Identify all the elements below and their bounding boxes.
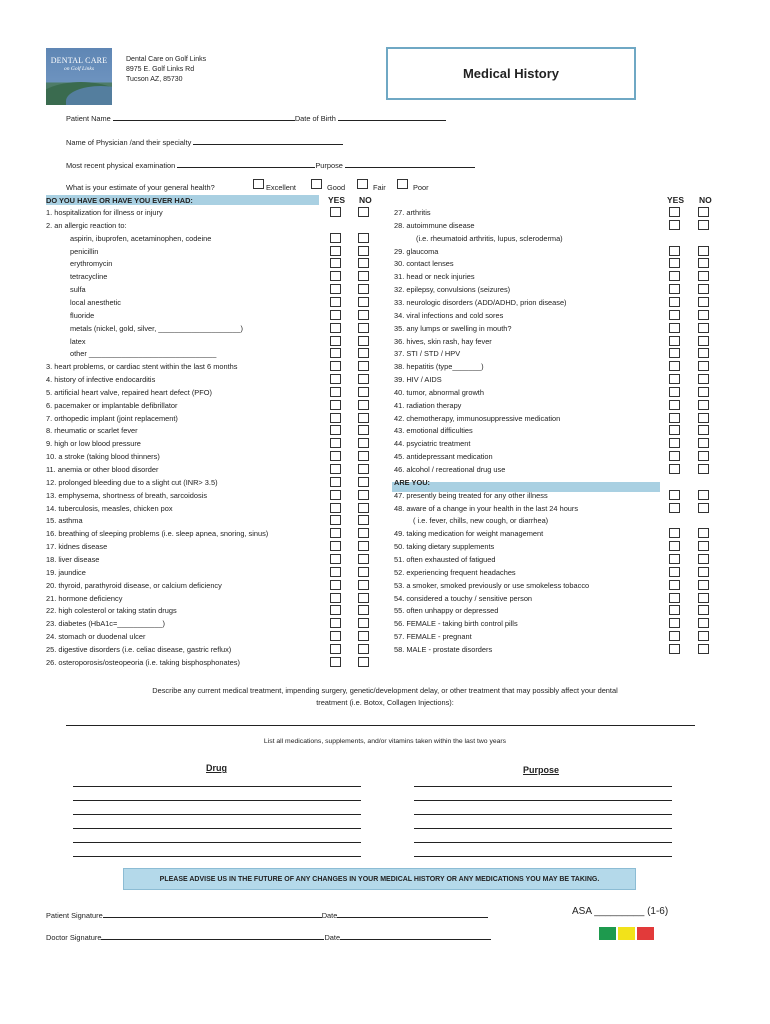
left-question-28: 19. jaundice: [46, 567, 86, 577]
left-question-3: penicillin: [70, 246, 99, 256]
left-question-31: 22. high colesterol or taking statin drugs: [46, 606, 177, 616]
doctor-date-label: Date: [324, 933, 341, 942]
left-no-checkbox-11[interactable]: [358, 348, 369, 358]
left-yes-checkbox-22[interactable]: [330, 490, 341, 500]
left-question-20: 11. anemia or other blood disorder: [46, 465, 159, 474]
right-question-9: 35. any lumps or swelling in mouth?: [394, 323, 512, 333]
left-yes-checkbox-23[interactable]: [330, 503, 341, 513]
left-question-29: 20. thyroid, parathyroid disease, or calcium deficiency: [46, 580, 222, 590]
right-question-33: 57. FEMALE - pregnant: [394, 632, 472, 642]
fair-checkbox[interactable]: [357, 179, 368, 189]
drug-entry-line-6[interactable]: [73, 856, 361, 857]
left-question-35: 26. osteroporosis/osteopeoria (i.e. taking bisphosphonates): [46, 657, 240, 667]
left-yes-checkbox-28[interactable]: [330, 567, 341, 577]
left-yes-checkbox-9[interactable]: [330, 323, 341, 333]
left-question-14: 5. artificial heart valve, repaired heart defect (PFO): [46, 387, 212, 397]
left-yes-checkbox-2[interactable]: [330, 233, 341, 243]
left-question-18: 9. high or low blood pressure: [46, 439, 141, 449]
right-yes-checkbox-22[interactable]: [669, 490, 680, 500]
right-no-checkbox-32[interactable]: [698, 618, 709, 628]
patient-date-field[interactable]: [337, 910, 488, 918]
left-yes-checkbox-30[interactable]: [330, 593, 341, 603]
left-yes-checkbox-27[interactable]: [330, 554, 341, 564]
right-question-11: 37. STI / STD / HPV: [394, 349, 461, 359]
left-no-checkbox-25[interactable]: [358, 528, 369, 538]
right-yes-checkbox-32[interactable]: [669, 618, 680, 628]
right-yes-checkbox-23[interactable]: [669, 503, 680, 513]
right-question-34: 58. MALE - prostate disorders: [394, 644, 493, 654]
right-no-checkbox-33[interactable]: [698, 631, 709, 641]
right-question-27: 51. often exhausted of fatigued: [394, 554, 496, 564]
right-no-checkbox-29[interactable]: [698, 580, 709, 590]
right-yes-checkbox-14[interactable]: [669, 387, 680, 397]
left-question-16: 7. orthopedic implant (joint replacement): [46, 413, 178, 423]
left-question-32: 23. diabetes (HbA1c=___________): [46, 619, 165, 629]
right-yes-checkbox-8[interactable]: [669, 310, 680, 320]
no-header-left: NO: [359, 195, 372, 205]
purpose-label: Purpose: [315, 161, 343, 170]
right-yes-checkbox-3[interactable]: [669, 246, 680, 256]
logo-text-line1: DENTAL CARE: [50, 56, 108, 65]
left-yes-checkbox-16[interactable]: [330, 413, 341, 423]
left-no-checkbox-31[interactable]: [358, 605, 369, 615]
right-no-checkbox-7[interactable]: [698, 297, 709, 307]
left-question-11: other _______________________________: [70, 349, 217, 359]
left-no-checkbox-23[interactable]: [358, 503, 369, 513]
dob-label: Date of Birth: [294, 114, 336, 123]
left-no-checkbox-35[interactable]: [358, 657, 369, 667]
right-no-checkbox-8[interactable]: [698, 310, 709, 320]
drug-entry-line-5[interactable]: [73, 842, 361, 843]
right-question-13: 39. HIV / AIDS: [394, 375, 442, 385]
right-no-checkbox-3[interactable]: [698, 246, 709, 256]
poor-checkbox[interactable]: [397, 179, 408, 189]
right-yes-checkbox-34[interactable]: [669, 644, 680, 654]
purpose-entry-line-6[interactable]: [414, 856, 672, 857]
left-yes-checkbox-8[interactable]: [330, 310, 341, 320]
right-question-25: 49. taking medication for weight management: [394, 529, 544, 539]
left-no-checkbox-18[interactable]: [358, 438, 369, 448]
right-no-checkbox-25[interactable]: [698, 528, 709, 538]
asa-field[interactable]: ASA _________ (1-6): [572, 906, 669, 917]
right-no-checkbox-18[interactable]: [698, 438, 709, 448]
asa-yellow-swatch: [618, 927, 635, 940]
health-question: What is your estimate of your general health?: [66, 183, 215, 192]
right-no-checkbox-17[interactable]: [698, 425, 709, 435]
right-yes-checkbox-26[interactable]: [669, 541, 680, 551]
right-yes-checkbox-18[interactable]: [669, 438, 680, 448]
right-question-5: 31. head or neck injuries: [394, 272, 475, 282]
left-no-checkbox-15[interactable]: [358, 400, 369, 410]
right-yes-checkbox-7[interactable]: [669, 297, 680, 307]
left-no-checkbox-8[interactable]: [358, 310, 369, 320]
patient-signature-row: [46, 910, 488, 920]
patient-name-label: Patient Name: [66, 114, 111, 123]
right-yes-checkbox-19[interactable]: [669, 451, 680, 461]
right-question-22: 47. presently being treated for any other illness: [394, 490, 548, 500]
right-no-checkbox-9[interactable]: [698, 323, 709, 333]
advisory-banner: PLEASE ADVISE US IN THE FUTURE OF ANY CHANGES IN YOUR MEDICAL HISTORY OR ANY MEDICATIONS YOU MAY BE TAKING.: [123, 868, 636, 890]
right-no-checkbox-26[interactable]: [698, 541, 709, 551]
right-no-checkbox-19[interactable]: [698, 451, 709, 461]
left-question-2: aspirin, ibuprofen, acetaminophen, codeine: [70, 233, 212, 243]
left-no-checkbox-13[interactable]: [358, 374, 369, 384]
left-yes-checkbox-19[interactable]: [330, 451, 341, 461]
left-yes-checkbox-7[interactable]: [330, 297, 341, 307]
right-no-checkbox-14[interactable]: [698, 387, 709, 397]
right-question-32: 56. FEMALE - taking birth control pills: [394, 619, 518, 629]
right-yes-checkbox-5[interactable]: [669, 271, 680, 281]
left-yes-checkbox-21[interactable]: [330, 477, 341, 487]
excellent-checkbox[interactable]: [253, 179, 264, 189]
left-question-25: 16. breathing of sleeping problems (i.e. sleep apnea, snoring, sinus): [46, 529, 269, 539]
right-question-8: 34. viral infections and cold sores: [394, 310, 504, 320]
left-yes-checkbox-12[interactable]: [330, 361, 341, 371]
right-yes-checkbox-29[interactable]: [669, 580, 680, 590]
right-question-1: 28. autoimmune disease: [394, 220, 475, 230]
right-question-23: 48. aware of a change in your health in the last 24 hours: [394, 503, 579, 513]
right-question-20: 46. alcohol / recreational drug use: [394, 465, 506, 474]
drug-entry-line-3[interactable]: [73, 814, 361, 815]
excellent-label: Excellent: [266, 183, 296, 192]
left-no-checkbox-30[interactable]: [358, 593, 369, 603]
left-yes-checkbox-26[interactable]: [330, 541, 341, 551]
clinic-logo: [46, 48, 112, 105]
left-question-10: latex: [70, 336, 86, 346]
clinic-name: Dental Care on Golf Links: [126, 56, 207, 63]
right-no-checkbox-15[interactable]: [698, 400, 709, 410]
left-question-1: 2. an allergic reaction to:: [46, 220, 127, 230]
right-no-checkbox-22[interactable]: [698, 490, 709, 500]
left-question-22: 13. emphysema, shortness of breath, sarcoidosis: [46, 490, 208, 500]
exam-label: Most recent physical examination: [66, 161, 176, 170]
left-question-27: 18. liver disease: [46, 554, 100, 564]
left-no-checkbox-24[interactable]: [358, 515, 369, 525]
left-question-4: erythromycin: [70, 259, 113, 269]
poor-label: Poor: [413, 183, 429, 192]
left-yes-checkbox-17[interactable]: [330, 425, 341, 435]
right-question-18: 44. psyciatric treatment: [394, 439, 471, 449]
left-yes-checkbox-20[interactable]: [330, 464, 341, 474]
left-yes-checkbox-14[interactable]: [330, 387, 341, 397]
left-no-checkbox-29[interactable]: [358, 580, 369, 590]
right-question-17: 43. emotional difficulties: [394, 426, 473, 436]
right-yes-checkbox-25[interactable]: [669, 528, 680, 538]
left-yes-checkbox-25[interactable]: [330, 528, 341, 538]
right-yes-checkbox-31[interactable]: [669, 605, 680, 615]
right-question-12: 38. hepatitis (type_______): [394, 362, 484, 372]
page-title: Medical History: [386, 47, 636, 100]
left-no-checkbox-20[interactable]: [358, 464, 369, 474]
left-question-12: 3. heart problems, or cardiac stent within the last 6 months: [46, 362, 238, 372]
right-no-checkbox-23[interactable]: [698, 503, 709, 513]
right-question-14: 40. tumor, abnormal growth: [394, 387, 484, 397]
left-question-26: 17. kidnes disease: [46, 542, 108, 552]
left-no-checkbox-16[interactable]: [358, 413, 369, 423]
left-yes-checkbox-15[interactable]: [330, 400, 341, 410]
yes-header-left: YES: [328, 195, 346, 205]
clinic-address-line2: Tucson AZ, 85730: [126, 76, 183, 83]
right-question-0: 27. arthritis: [394, 208, 431, 217]
drug-header: Drug: [206, 763, 227, 773]
good-label: Good: [327, 183, 346, 192]
right-no-checkbox-20[interactable]: [698, 464, 709, 474]
left-question-6: sulfa: [70, 285, 86, 295]
right-question-24: ( i.e. fever, chills, new cough, or diarrhea): [413, 516, 549, 526]
left-no-checkbox-33[interactable]: [358, 631, 369, 641]
left-question-23: 14. tuberculosis, measles, chicken pox: [46, 503, 173, 513]
left-no-checkbox-12[interactable]: [358, 361, 369, 371]
left-no-checkbox-6[interactable]: [358, 284, 369, 294]
exam-field[interactable]: [177, 160, 315, 168]
yes-header-right: YES: [667, 195, 685, 205]
right-yes-checkbox-4[interactable]: [669, 258, 680, 268]
right-yes-checkbox-17[interactable]: [669, 425, 680, 435]
right-yes-checkbox-6[interactable]: [669, 284, 680, 294]
left-no-checkbox-27[interactable]: [358, 554, 369, 564]
left-no-checkbox-19[interactable]: [358, 451, 369, 461]
right-question-28: 52. experiencing frequent headaches: [394, 567, 516, 577]
physician-row: [66, 137, 343, 147]
right-yes-checkbox-12[interactable]: [669, 361, 680, 371]
left-yes-checkbox-18[interactable]: [330, 438, 341, 448]
left-no-checkbox-9[interactable]: [358, 323, 369, 333]
left-question-13: 4. history of infective endocarditis: [46, 375, 156, 385]
left-yes-checkbox-32[interactable]: [330, 618, 341, 628]
left-no-checkbox-4[interactable]: [358, 258, 369, 268]
left-no-checkbox-0[interactable]: [358, 207, 369, 217]
left-question-8: fluoride: [70, 310, 95, 320]
right-no-checkbox-27[interactable]: [698, 554, 709, 564]
left-no-checkbox-26[interactable]: [358, 541, 369, 551]
left-no-checkbox-10[interactable]: [358, 336, 369, 346]
left-yes-checkbox-31[interactable]: [330, 605, 341, 615]
right-no-checkbox-31[interactable]: [698, 605, 709, 615]
purpose-entry-line-3[interactable]: [414, 814, 672, 815]
right-no-checkbox-16[interactable]: [698, 413, 709, 423]
purpose-header: Purpose: [523, 765, 560, 775]
physician-label: Name of Physician /and their specialty: [66, 138, 192, 147]
right-question-31: 55. often unhappy or depressed: [394, 606, 499, 616]
right-no-checkbox-1[interactable]: [698, 220, 709, 230]
right-yes-checkbox-11[interactable]: [669, 348, 680, 358]
right-yes-checkbox-33[interactable]: [669, 631, 680, 641]
left-no-checkbox-14[interactable]: [358, 387, 369, 397]
left-question-9: metals (nickel, gold, silver, ____________________): [70, 323, 243, 333]
left-no-checkbox-3[interactable]: [358, 246, 369, 256]
left-question-15: 6. pacemaker or implantable defibrillator: [46, 400, 178, 410]
left-question-17: 8. rheumatic or scarlet fever: [46, 426, 138, 436]
describe-line1: Describe any current medical treatment, impending surgery, genetic/development delay, or other treatment that may possibly affect your dental: [152, 686, 618, 695]
drug-entry-line-4[interactable]: [73, 828, 361, 829]
describe-answer-line[interactable]: [66, 725, 695, 726]
patient-name-row: [66, 113, 446, 123]
right-question-19: 45. antidepressant medication: [394, 452, 493, 462]
left-no-checkbox-34[interactable]: [358, 644, 369, 654]
right-no-checkbox-12[interactable]: [698, 361, 709, 371]
logo-text-line2: on Golf Links: [64, 66, 94, 72]
right-question-10: 36. hives, skin rash, hay fever: [394, 336, 492, 346]
left-no-checkbox-32[interactable]: [358, 618, 369, 628]
left-yes-checkbox-33[interactable]: [330, 631, 341, 641]
physician-field[interactable]: [193, 137, 343, 145]
fair-label: Fair: [373, 183, 386, 192]
left-yes-checkbox-10[interactable]: [330, 336, 341, 346]
left-no-checkbox-17[interactable]: [358, 425, 369, 435]
right-yes-checkbox-27[interactable]: [669, 554, 680, 564]
left-header: DO YOU HAVE OR HAVE YOU EVER HAD:: [46, 196, 193, 205]
right-question-30: 54. considered a touchy / sensitive person: [394, 593, 533, 603]
describe-line2: treatment (i.e. Botox, Collagen Injections):: [316, 698, 454, 707]
right-yes-checkbox-13[interactable]: [669, 374, 680, 384]
right-yes-checkbox-28[interactable]: [669, 567, 680, 577]
left-question-19: 10. a stroke (taking blood thinners): [46, 452, 160, 462]
right-yes-checkbox-20[interactable]: [669, 464, 680, 474]
right-no-checkbox-0[interactable]: [698, 207, 709, 217]
purpose-entry-line-1[interactable]: [414, 786, 672, 787]
left-yes-checkbox-6[interactable]: [330, 284, 341, 294]
clinic-address: [126, 55, 206, 85]
left-question-33: 24. stomach or duodenal ulcer: [46, 632, 146, 642]
right-question-2: (i.e. rheumatoid arthritis, lupus, scleroderma): [416, 233, 563, 243]
doctor-signature-field[interactable]: [101, 932, 324, 940]
left-question-5: tetracycline: [70, 272, 108, 282]
purpose-field[interactable]: [345, 160, 475, 168]
left-no-checkbox-2[interactable]: [358, 233, 369, 243]
left-yes-checkbox-4[interactable]: [330, 258, 341, 268]
patient-date-label: Date: [321, 911, 338, 920]
asa-green-swatch: [599, 927, 616, 940]
right-yes-checkbox-9[interactable]: [669, 323, 680, 333]
right-question-4: 30. contact lenses: [394, 259, 454, 269]
exam-row: [66, 160, 475, 170]
left-question-24: 15. asthma: [46, 516, 83, 526]
purpose-entry-line-4[interactable]: [414, 828, 672, 829]
left-question-0: 1. hospitalization for illness or injury: [46, 208, 163, 217]
doctor-signature-label: Doctor Signature: [46, 933, 102, 942]
left-yes-checkbox-35[interactable]: [330, 657, 341, 667]
right-question-29: 53. a smoker, smoked previously or use smokeless tobacco: [394, 580, 590, 590]
right-no-checkbox-28[interactable]: [698, 567, 709, 577]
left-yes-checkbox-3[interactable]: [330, 246, 341, 256]
doctor-date-field[interactable]: [340, 932, 491, 940]
dob-field[interactable]: [338, 113, 446, 121]
patient-signature-label: Patient Signature: [46, 911, 103, 920]
right-yes-checkbox-1[interactable]: [669, 220, 680, 230]
right-yes-checkbox-15[interactable]: [669, 400, 680, 410]
left-no-checkbox-7[interactable]: [358, 297, 369, 307]
left-yes-checkbox-13[interactable]: [330, 374, 341, 384]
left-yes-checkbox-34[interactable]: [330, 644, 341, 654]
drug-entry-line-1[interactable]: [73, 786, 361, 787]
right-yes-checkbox-0[interactable]: [669, 207, 680, 217]
left-yes-checkbox-5[interactable]: [330, 271, 341, 281]
left-yes-checkbox-24[interactable]: [330, 515, 341, 525]
no-header-right: NO: [699, 195, 712, 205]
right-question-26: 50. taking dietary supplements: [394, 542, 495, 552]
left-yes-checkbox-0[interactable]: [330, 207, 341, 217]
right-no-checkbox-6[interactable]: [698, 284, 709, 294]
list-meds-instruction: List all medications, supplements, and/or vitamins taken within the last two years: [263, 738, 507, 745]
left-question-21: 12. prolonged bleeding due to a slight cut (INR> 3.5): [46, 477, 218, 487]
right-no-checkbox-10[interactable]: [698, 336, 709, 346]
right-no-checkbox-30[interactable]: [698, 593, 709, 603]
right-no-checkbox-13[interactable]: [698, 374, 709, 384]
left-no-checkbox-28[interactable]: [358, 567, 369, 577]
left-question-30: 21. hormone deficiency: [46, 593, 123, 603]
patient-signature-field[interactable]: [103, 910, 322, 918]
right-yes-checkbox-16[interactable]: [669, 413, 680, 423]
patient-name-field[interactable]: [113, 113, 295, 121]
right-question-6: 32. epilepsy, convulsions (seizures): [394, 285, 511, 295]
left-no-checkbox-22[interactable]: [358, 490, 369, 500]
right-no-checkbox-34[interactable]: [698, 644, 709, 654]
right-yes-checkbox-30[interactable]: [669, 593, 680, 603]
right-no-checkbox-5[interactable]: [698, 271, 709, 281]
purpose-entry-line-5[interactable]: [414, 842, 672, 843]
right-no-checkbox-4[interactable]: [698, 258, 709, 268]
right-yes-checkbox-10[interactable]: [669, 336, 680, 346]
left-no-checkbox-5[interactable]: [358, 271, 369, 281]
doctor-signature-row: [46, 932, 491, 942]
right-question-7: 33. neurologic disorders (ADD/ADHD, prion disease): [394, 297, 567, 307]
left-yes-checkbox-29[interactable]: [330, 580, 341, 590]
right-question-15: 41. radiation therapy: [394, 400, 462, 410]
left-yes-checkbox-11[interactable]: [330, 348, 341, 358]
left-question-7: local anesthetic: [70, 297, 121, 307]
asa-red-swatch: [637, 927, 654, 940]
right-question-21: ARE YOU:: [394, 477, 431, 487]
good-checkbox[interactable]: [311, 179, 322, 189]
right-question-3: 29. glaucoma: [394, 246, 439, 256]
clinic-address-line1: 8975 E. Golf Links Rd: [126, 66, 195, 73]
drug-entry-line-2[interactable]: [73, 800, 361, 801]
right-no-checkbox-11[interactable]: [698, 348, 709, 358]
left-no-checkbox-21[interactable]: [358, 477, 369, 487]
left-question-34: 25. digestive disorders (i.e. celiac disease, gastric reflux): [46, 644, 232, 654]
right-question-16: 42. chemotherapy, immunosuppressive medication: [394, 413, 561, 423]
purpose-entry-line-2[interactable]: [414, 800, 672, 801]
